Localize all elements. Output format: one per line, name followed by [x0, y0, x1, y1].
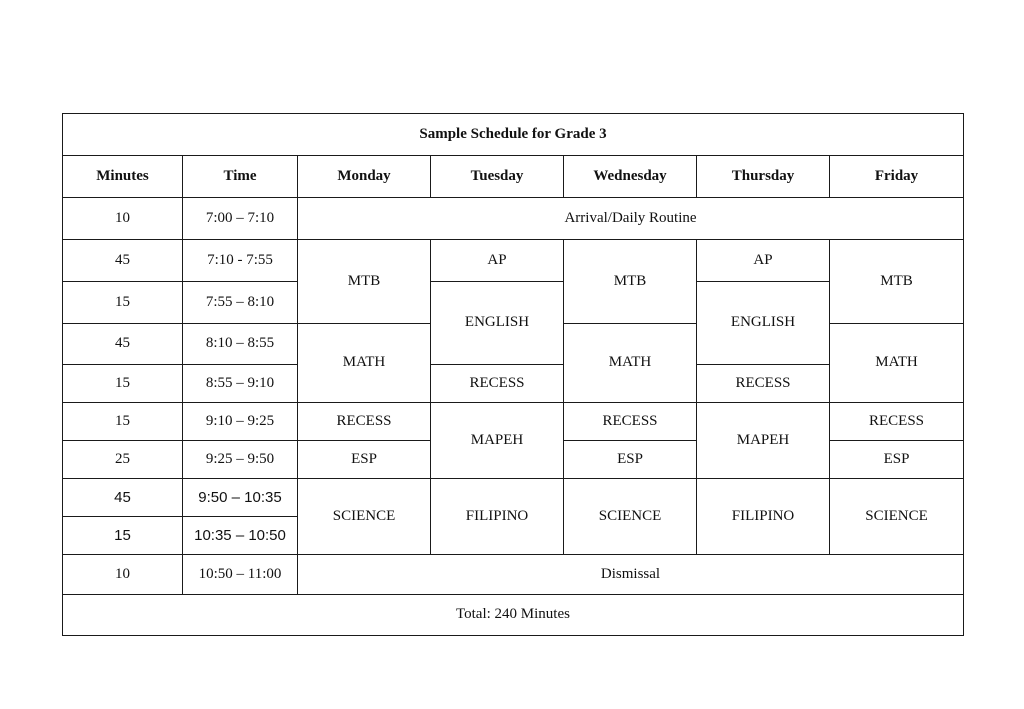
- row-minutes: 45: [63, 324, 183, 365]
- header-wednesday: Wednesday: [564, 156, 697, 198]
- wednesday-science: SCIENCE: [564, 479, 697, 555]
- header-friday: Friday: [830, 156, 964, 198]
- tuesday-ap: AP: [431, 240, 564, 282]
- row-time: 10:35 – 10:50: [183, 517, 298, 555]
- friday-esp: ESP: [830, 441, 964, 479]
- row-minutes: 15: [63, 403, 183, 441]
- row-time: 8:55 – 9:10: [183, 365, 298, 403]
- row-time: 8:10 – 8:55: [183, 324, 298, 365]
- wednesday-recess: RECESS: [564, 403, 697, 441]
- header-thursday: Thursday: [697, 156, 830, 198]
- row-minutes: 45: [63, 479, 183, 517]
- schedule-container: [62, 113, 963, 636]
- tuesday-english: ENGLISH: [431, 282, 564, 365]
- thursday-mapeh: MAPEH: [697, 403, 830, 479]
- row-minutes: 15: [63, 517, 183, 555]
- header-monday: Monday: [298, 156, 431, 198]
- row-time: 7:10 - 7:55: [183, 240, 298, 282]
- monday-recess: RECESS: [298, 403, 431, 441]
- header-minutes: Minutes: [63, 156, 183, 198]
- monday-science: SCIENCE: [298, 479, 431, 555]
- row-minutes: 15: [63, 365, 183, 403]
- friday-science: SCIENCE: [830, 479, 964, 555]
- row-minutes: 10: [63, 555, 183, 595]
- monday-esp: ESP: [298, 441, 431, 479]
- row-time: 7:55 – 8:10: [183, 282, 298, 324]
- dismissal-cell: Dismissal: [298, 555, 964, 595]
- friday-math: MATH: [830, 324, 964, 403]
- row-time: 9:50 – 10:35: [183, 479, 298, 517]
- row-time: 9:25 – 9:50: [183, 441, 298, 479]
- wednesday-math: MATH: [564, 324, 697, 403]
- schedule-table: [62, 113, 964, 636]
- row-time: 7:00 – 7:10: [183, 198, 298, 240]
- wednesday-esp: ESP: [564, 441, 697, 479]
- row-time: 10:50 – 11:00: [183, 555, 298, 595]
- row-minutes: 25: [63, 441, 183, 479]
- row-minutes: 45: [63, 240, 183, 282]
- row-minutes: 10: [63, 198, 183, 240]
- row-time: 9:10 – 9:25: [183, 403, 298, 441]
- monday-math: MATH: [298, 324, 431, 403]
- thursday-filipino: FILIPINO: [697, 479, 830, 555]
- tuesday-mapeh: MAPEH: [431, 403, 564, 479]
- header-tuesday: Tuesday: [431, 156, 564, 198]
- header-time: Time: [183, 156, 298, 198]
- schedule-title: Sample Schedule for Grade 3: [63, 114, 964, 156]
- row-minutes: 15: [63, 282, 183, 324]
- tuesday-recess: RECESS: [431, 365, 564, 403]
- wednesday-mtb: MTB: [564, 240, 697, 324]
- thursday-english: ENGLISH: [697, 282, 830, 365]
- friday-recess: RECESS: [830, 403, 964, 441]
- thursday-ap: AP: [697, 240, 830, 282]
- tuesday-filipino: FILIPINO: [431, 479, 564, 555]
- monday-mtb: MTB: [298, 240, 431, 324]
- arrival-cell: Arrival/Daily Routine: [298, 198, 964, 240]
- friday-mtb: MTB: [830, 240, 964, 324]
- total-minutes: Total: 240 Minutes: [63, 595, 964, 636]
- thursday-recess: RECESS: [697, 365, 830, 403]
